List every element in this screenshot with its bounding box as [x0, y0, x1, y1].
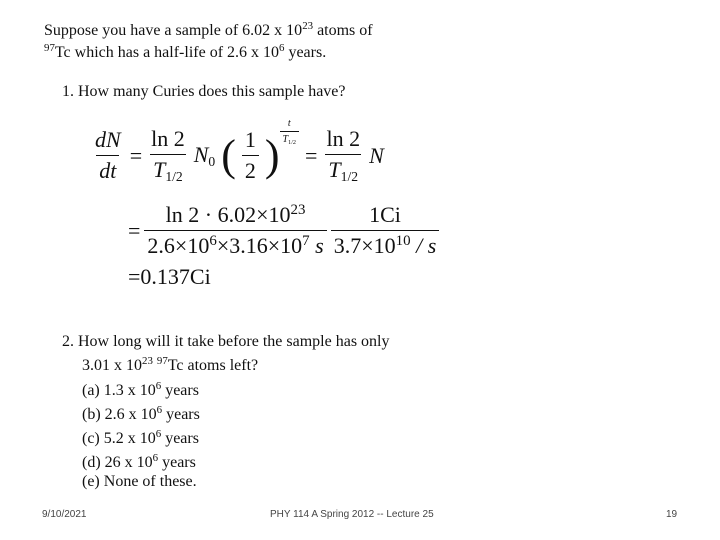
- isotope-mass-number: 97: [156, 355, 168, 368]
- exponent: 23: [302, 20, 314, 33]
- decay-constant-fraction: $\frac{\ln 2}{T_{1/2}}$: [326, 126, 361, 185]
- count-symbol: N: [369, 142, 384, 168]
- decay-constant-fraction: $\frac{\ln 2}{T_{1/2}}$: [151, 126, 185, 185]
- intro-text: Suppose you have a sample of 6.02 x 10: [44, 22, 303, 39]
- intro-line-2: [44, 44, 326, 62]
- footer-date: 9/10/2021: [42, 509, 87, 520]
- page-number: 19: [666, 509, 678, 520]
- equals-sign: =: [305, 142, 318, 168]
- equation-line-1: $\frac{dN}{dt}$ = $\frac{\ln 2}{T_{1/2}}$ $N_0$ ( $\frac{1}{2}$ ) $\frac{t}{T_{1/2}}$ = $\frac{\ln 2}{T_{1/2}}$ N: [92, 126, 384, 185]
- equals-sign: =: [129, 142, 143, 168]
- intro-line-1: [44, 22, 373, 40]
- initial-count: $N_0$: [193, 141, 216, 169]
- exponent-fraction: $\frac{t}{T_{1/2}}$: [280, 118, 299, 146]
- question-1: 1. How many Curies does this sample have?: [62, 83, 346, 100]
- option-c: (c) 5.2 x $10^6$ years: [82, 428, 199, 447]
- exponent: 6: [279, 42, 285, 55]
- intro-text: Tc which has a half-life of 2.6 x 10: [54, 44, 280, 61]
- question-2-line-2: 3.01 x $10^{23}$ $^{97}$Tc atoms left?: [82, 355, 259, 374]
- option-e: (e) None of these.: [82, 473, 197, 490]
- isotope-mass-number: 97: [44, 42, 55, 55]
- intro-text: atoms of: [313, 22, 373, 39]
- equation-line-2: [128, 202, 439, 259]
- footer-course: PHY 114 A Spring 2012 -- Lecture 25: [270, 509, 434, 520]
- option-a: (a) 1.3 x $10^6$ years: [82, 380, 199, 399]
- curie-conversion-fraction: $\frac{1Ci}{3.7\times 10^{10} / s}$: [331, 202, 440, 259]
- equals-sign: =: [128, 217, 141, 243]
- option-b: (b) 2.6 x $10^6$ years: [82, 404, 200, 423]
- derivative-fraction: $\frac{dN}{dt}$: [95, 127, 121, 184]
- equation-result: [128, 264, 211, 290]
- question-2-line-1: 2. How long will it take before the sample has only: [62, 333, 390, 350]
- equals-sign: =: [128, 264, 141, 289]
- option-d: (d) 26 x $10^6$ years: [82, 452, 196, 471]
- one-half-fraction: $\frac{1}{2}$: [242, 127, 259, 184]
- intro-text: years.: [284, 44, 327, 61]
- activity-fraction: $\frac{\ln 2 \cdot 6.02\times 10^{23}}{2.6\times 10^6\times 3.16\times 10^7 s}$: [144, 202, 326, 259]
- result-value: 0.137Ci: [140, 264, 211, 289]
